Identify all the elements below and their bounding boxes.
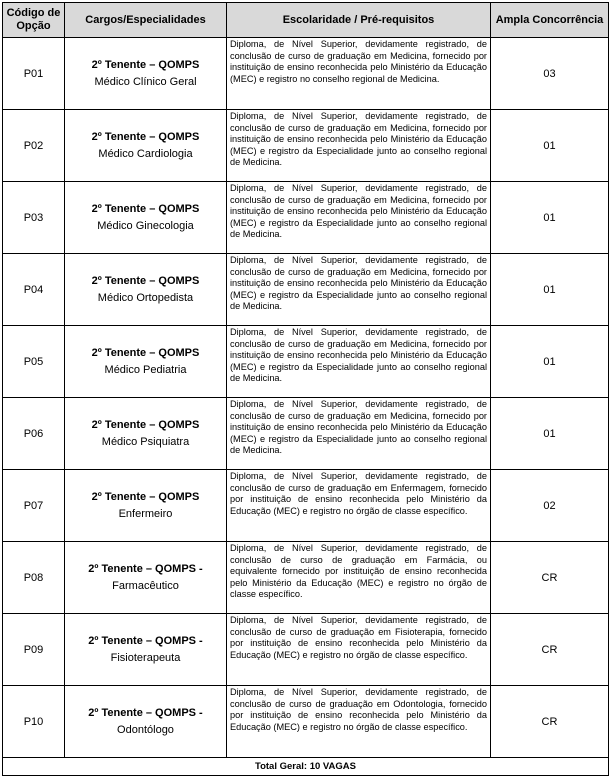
position-rank: 2º Tenente – QOMPS - xyxy=(88,634,203,647)
position-specialty: Médico Ginecologia xyxy=(97,219,194,232)
table-row xyxy=(3,182,609,254)
position-cell xyxy=(65,686,227,758)
requirements: Diploma, de Nível Superior, devidamente registrado, de conclusão de curso de graduação em Medicina, fornecido por instituição de ensino reconhecida pelo Ministério da Educação (MEC) e registro da Especialidade junto ao conselho regional de Medicina. xyxy=(227,398,491,470)
position-specialty: Médico Cardiologia xyxy=(98,147,193,160)
requirements: Diploma, de Nível Superior, devidamente registrado, de conclusão de curso de graduação em Medicina, fornecido por instituição de ensino reconhecida pelo Ministério da Educação (MEC) e registro da Especialidade junto ao conselho regional de Medicina. xyxy=(227,182,491,254)
total-label: Total Geral: 10 VAGAS xyxy=(3,758,609,776)
position-specialty: Enfermeiro xyxy=(118,507,173,520)
requirements: Diploma, de Nível Superior, devidamente registrado, de conclusão de curso de graduação em Medicina, fornecido por instituição de ensino reconhecida pelo Ministério da Educação (MEC) e registro da Especialidade junto ao conselho regional de Medicina. xyxy=(227,254,491,326)
vacancy-count: 01 xyxy=(491,182,609,254)
position-specialty: Médico Clínico Geral xyxy=(94,75,197,88)
option-code: P08 xyxy=(3,542,65,614)
position-rank: 2º Tenente – QOMPS xyxy=(91,274,200,287)
option-code: P06 xyxy=(3,398,65,470)
vacancy-count: 02 xyxy=(491,470,609,542)
position-cell xyxy=(65,182,227,254)
table-row xyxy=(3,38,609,110)
table-header-row xyxy=(3,3,609,38)
position-cell xyxy=(65,110,227,182)
requirements: Diploma, de Nível Superior, devidamente registrado, de conclusão de curso de graduação em Medicina, fornecido por instituição de ensino reconhecida pelo Ministério da Educação (MEC) e registro da Especialidade junto ao conselho regional de Medicina. xyxy=(227,326,491,398)
table-row xyxy=(3,326,609,398)
table-row xyxy=(3,110,609,182)
position-specialty: Fisioterapeuta xyxy=(110,651,181,664)
option-code: P02 xyxy=(3,110,65,182)
position-cell xyxy=(65,326,227,398)
position-rank: 2º Tenente – QOMPS - xyxy=(88,706,203,719)
vacancy-count: 03 xyxy=(491,38,609,110)
position-specialty: Farmacêutico xyxy=(112,579,179,592)
vacancy-count: CR xyxy=(491,614,609,686)
position-cell xyxy=(65,542,227,614)
position-specialty: Médico Psiquiatra xyxy=(101,435,190,448)
option-code: P01 xyxy=(3,38,65,110)
position-cell xyxy=(65,254,227,326)
position-cell xyxy=(65,470,227,542)
table-row xyxy=(3,542,609,614)
position-specialty: Odontólogo xyxy=(117,723,174,736)
table-row xyxy=(3,614,609,686)
position-cell xyxy=(65,38,227,110)
requirements: Diploma, de Nível Superior, devidamente registrado, de conclusão de curso de graduação em Farmácia, ou equivalente fornecido por instituição de ensino reconhecida pelo Ministério da Educação (MEC) e registro no órgão de classe específico. xyxy=(227,542,491,614)
vacancy-count: CR xyxy=(491,542,609,614)
position-rank: 2º Tenente – QOMPS xyxy=(91,490,200,503)
requirements: Diploma, de Nível Superior, devidamente registrado, de conclusão de curso de graduação em Medicina, fornecido por instituição de ensino reconhecida pelo Ministério da Educação (MEC) e registro no conselho regional de Medicina. xyxy=(227,38,491,110)
position-rank: 2º Tenente – QOMPS xyxy=(91,58,200,71)
option-code: P09 xyxy=(3,614,65,686)
table-row xyxy=(3,686,609,758)
position-rank: 2º Tenente – QOMPS xyxy=(91,202,200,215)
vacancy-count: CR xyxy=(491,686,609,758)
header-ampla: Ampla Concorrência xyxy=(491,3,609,38)
requirements: Diploma, de Nível Superior, devidamente registrado, de conclusão de curso de graduação em Enfermagem, fornecido por instituição de ensino reconhecida pelo Ministério da Educação (MEC) e registro no órgão de classe específico. xyxy=(227,470,491,542)
position-specialty: Médico Ortopedista xyxy=(97,291,194,304)
requirements: Diploma, de Nível Superior, devidamente registrado, de conclusão de curso de graduação em Odontologia, fornecido por instituição de ensino reconhecida pelo Ministério da Educação (MEC) e registro no órgão de classe específico. xyxy=(227,686,491,758)
table-row xyxy=(3,398,609,470)
option-code: P10 xyxy=(3,686,65,758)
option-code: P03 xyxy=(3,182,65,254)
vacancies-table xyxy=(2,2,609,776)
vacancy-count: 01 xyxy=(491,110,609,182)
vacancies-table-container xyxy=(2,2,609,776)
header-cargos: Cargos/Especialidades xyxy=(65,3,227,38)
header-escolaridade: Escolaridade / Pré-requisitos xyxy=(227,3,491,38)
table-row xyxy=(3,470,609,542)
position-rank: 2º Tenente – QOMPS - xyxy=(88,562,203,575)
header-codigo: Código de Opção xyxy=(3,3,65,38)
total-row xyxy=(3,758,609,776)
requirements: Diploma, de Nível Superior, devidamente registrado, de conclusão de curso de graduação em Medicina, fornecido por instituição de ensino reconhecida pelo Ministério da Educação (MEC) e registro da Especialidade junto ao conselho regional de Medicina. xyxy=(227,110,491,182)
position-rank: 2º Tenente – QOMPS xyxy=(91,418,200,431)
vacancy-count: 01 xyxy=(491,398,609,470)
position-cell xyxy=(65,398,227,470)
vacancy-count: 01 xyxy=(491,254,609,326)
vacancy-count: 01 xyxy=(491,326,609,398)
position-rank: 2º Tenente – QOMPS xyxy=(91,130,200,143)
option-code: P05 xyxy=(3,326,65,398)
requirements: Diploma, de Nível Superior, devidamente registrado, de conclusão de curso de graduação em Fisioterapia, fornecido por instituição de ensino reconhecida pelo Ministério da Educação (MEC) e registro no órgão de classe específico. xyxy=(227,614,491,686)
table-row xyxy=(3,254,609,326)
position-specialty: Médico Pediatria xyxy=(104,363,187,376)
option-code: P04 xyxy=(3,254,65,326)
position-cell xyxy=(65,614,227,686)
option-code: P07 xyxy=(3,470,65,542)
position-rank: 2º Tenente – QOMPS xyxy=(91,346,200,359)
